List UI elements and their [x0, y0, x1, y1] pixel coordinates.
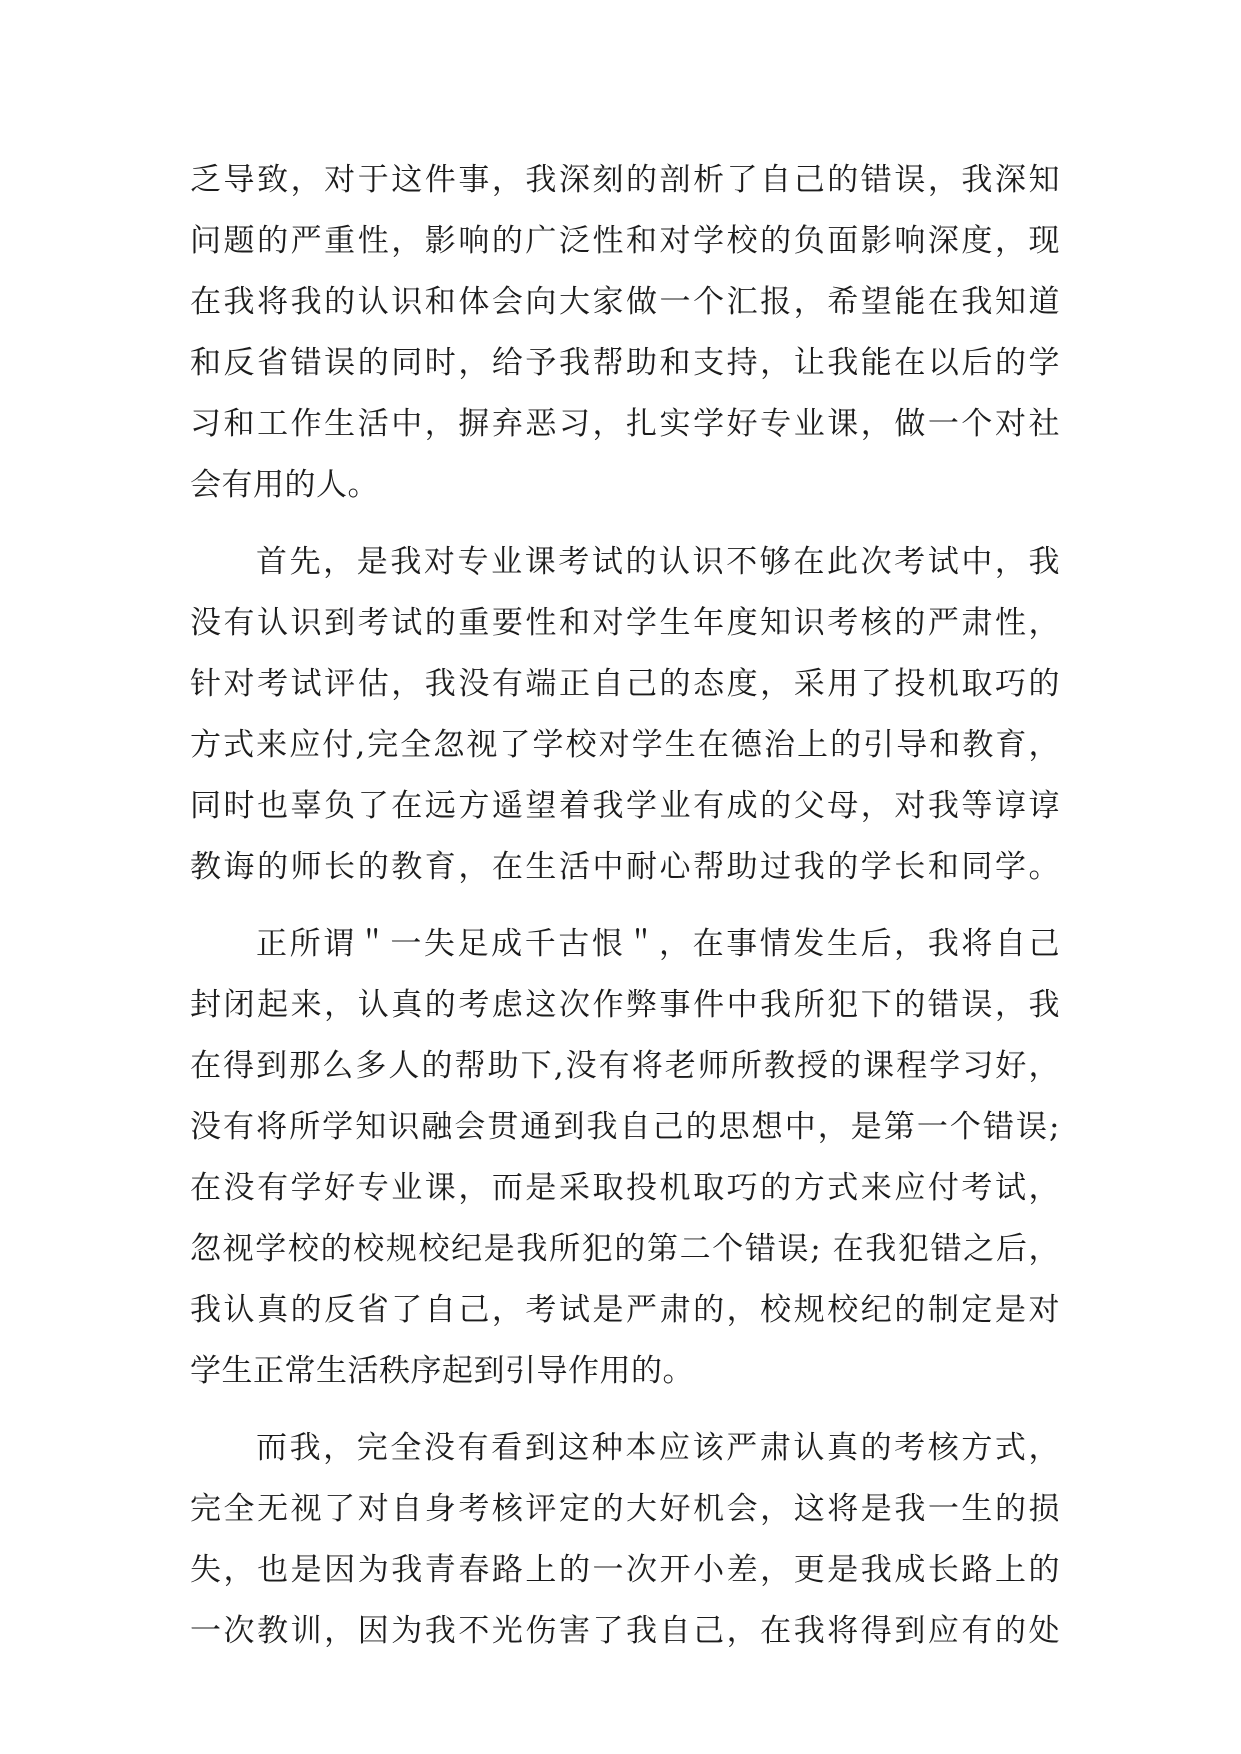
text-line: 没有认识到考试的重要性和对学生年度知识考核的严肃性，	[190, 605, 1060, 641]
text-line: 同时也辜负了在远方遥望着我学业有成的父母，对我等谆谆	[190, 788, 1060, 824]
text-line: 在我将我的认识和体会向大家做一个汇报，希望能在我知道	[190, 284, 1060, 320]
paragraph-spacer	[190, 1402, 1060, 1418]
text-line: 失，也是因为我青春路上的一次开小差，更是我成长路上的	[190, 1552, 1060, 1588]
paragraph	[190, 1418, 1060, 1662]
text-line: 在没有学好专业课，而是采取投机取巧的方式来应付考试，	[190, 1170, 1060, 1206]
paragraph-spacer	[190, 516, 1060, 532]
text-line: 忽视学校的校规校纪是我所犯的第二个错误; 在我犯错之后，	[190, 1231, 1060, 1267]
paragraph	[190, 150, 1060, 516]
text-line: 针对考试评估，我没有端正自己的态度，采用了投机取巧的	[190, 666, 1060, 702]
text-line: 和反省错误的同时，给予我帮助和支持，让我能在以后的学	[190, 345, 1060, 381]
paragraph	[190, 532, 1060, 898]
text-line: 而我，完全没有看到这种本应该严肃认真的考核方式，	[256, 1430, 1060, 1466]
text-line: 首先，是我对专业课考试的认识不够在此次考试中，我	[256, 544, 1060, 580]
text-line: 没有将所学知识融会贯通到我自己的思想中，是第一个错误;	[190, 1109, 1060, 1145]
text-line: 完全无视了对自身考核评定的大好机会，这将是我一生的损	[190, 1491, 1060, 1527]
paragraph	[190, 914, 1060, 1402]
paragraph-spacer	[190, 898, 1060, 914]
text-line: 学生正常生活秩序起到引导作用的。	[190, 1353, 694, 1389]
document-body	[190, 150, 1060, 1662]
text-line: 在得到那么多人的帮助下,没有将老师所教授的课程学习好，	[190, 1048, 1060, 1084]
text-line: 问题的严重性，影响的广泛性和对学校的负面影响深度，现	[190, 223, 1060, 259]
text-line: 会有用的人。	[190, 467, 379, 503]
text-line: 一次教训，因为我不光伤害了我自己，在我将得到应有的处	[190, 1613, 1060, 1649]
text-line: 教诲的师长的教育，在生活中耐心帮助过我的学长和同学。	[190, 849, 1060, 885]
text-line: 封闭起来，认真的考虑这次作弊事件中我所犯下的错误，我	[190, 987, 1060, 1023]
text-line: 习和工作生活中，摒弃恶习，扎实学好专业课，做一个对社	[190, 406, 1060, 442]
text-line: 我认真的反省了自己，考试是严肃的，校规校纪的制定是对	[190, 1292, 1060, 1328]
text-line: 乏导致，对于这件事，我深刻的剖析了自己的错误，我深知	[190, 162, 1060, 198]
text-line: 正所谓＂一失足成千古恨＂，在事情发生后，我将自己	[256, 926, 1060, 962]
text-line: 方式来应付,完全忽视了学校对学生在德治上的引导和教育，	[190, 727, 1060, 763]
